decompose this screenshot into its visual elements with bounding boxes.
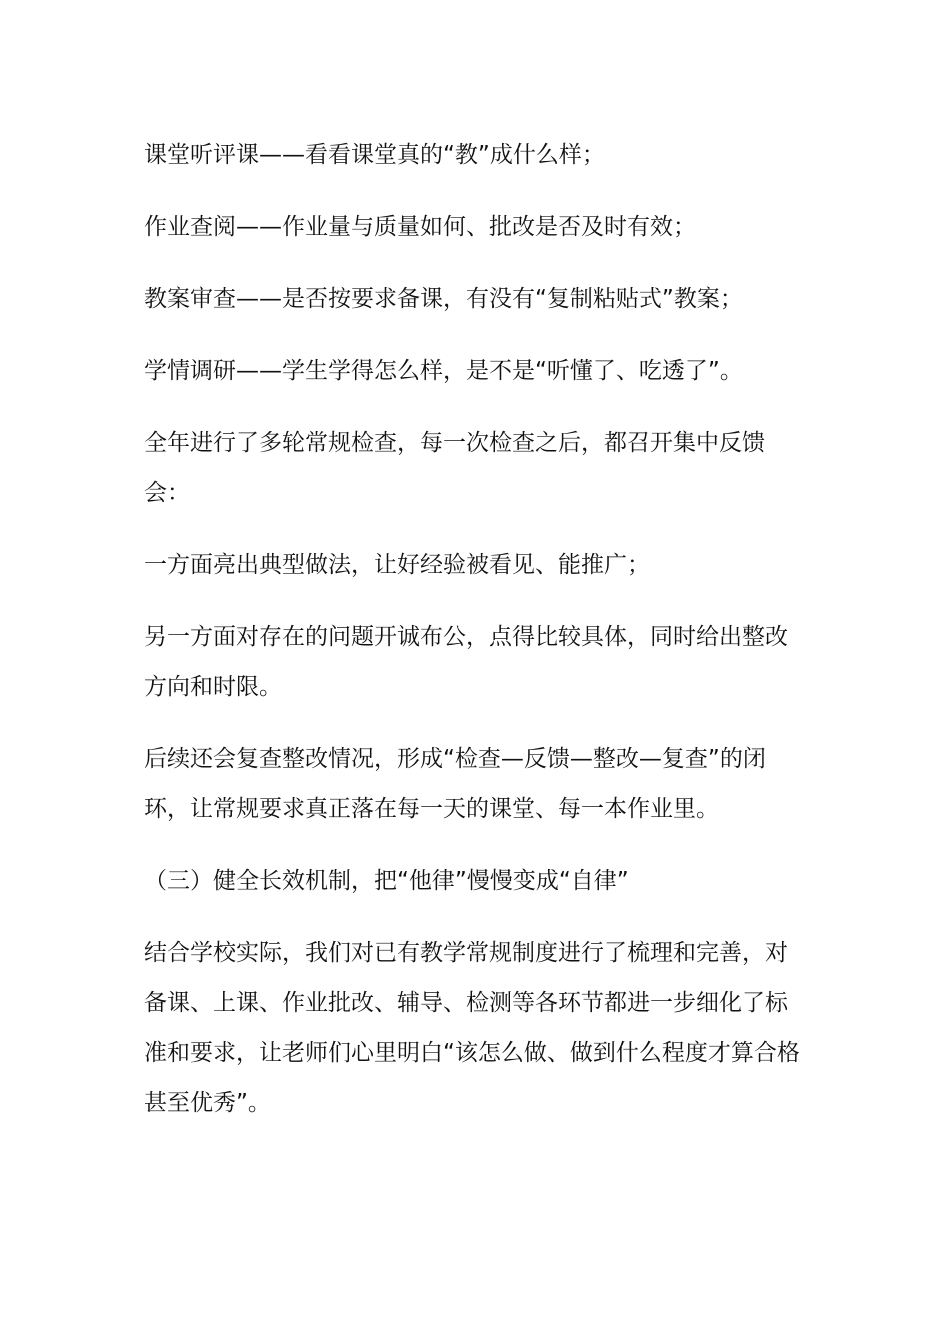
paragraph-standards-refinement: 结合学校实际，我们对已有教学常规制度进行了梳理和完善，对备课、上课、作业批改、辅导、检测等各环节都进一步细化了标准和要求，让老师们心里明白“该怎么做、做到什么程度才算合格甚至优秀”。 (144, 940, 800, 1116)
paragraph-homework-review: 作业查阅——作业量与质量如何、批改是否及时有效； (144, 214, 696, 240)
paragraph-good-practices: 一方面亮出典型做法，让好经验被看见、能推广； (144, 552, 650, 578)
paragraph-feedback-meetings: 全年进行了多轮常规检查，每一次检查之后，都召开集中反馈会： (144, 430, 765, 506)
paragraph-learning-survey: 学情调研——学生学得怎么样，是不是“听懂了、吃透了”。 (144, 358, 743, 384)
section-heading-long-term-mechanism: （三）健全长效机制，把“他律”慢慢变成“自律” (144, 868, 629, 894)
paragraph-lesson-plan-review: 教案审查——是否按要求备课，有没有“复制粘贴式”教案； (144, 286, 743, 312)
paragraph-closed-loop: 后续还会复查整改情况，形成“检查—反馈—整改—复查”的闭环，让常规要求真正落在每一天的课堂、每一本作业里。 (144, 746, 766, 822)
document-body (144, 130, 804, 1150)
paragraph-classroom-observation: 课堂听评课——看看课堂真的“教”成什么样； (144, 142, 605, 168)
paragraph-problem-rectification: 另一方面对存在的问题开诚布公，点得比较具体，同时给出整改方向和时限。 (144, 624, 788, 700)
